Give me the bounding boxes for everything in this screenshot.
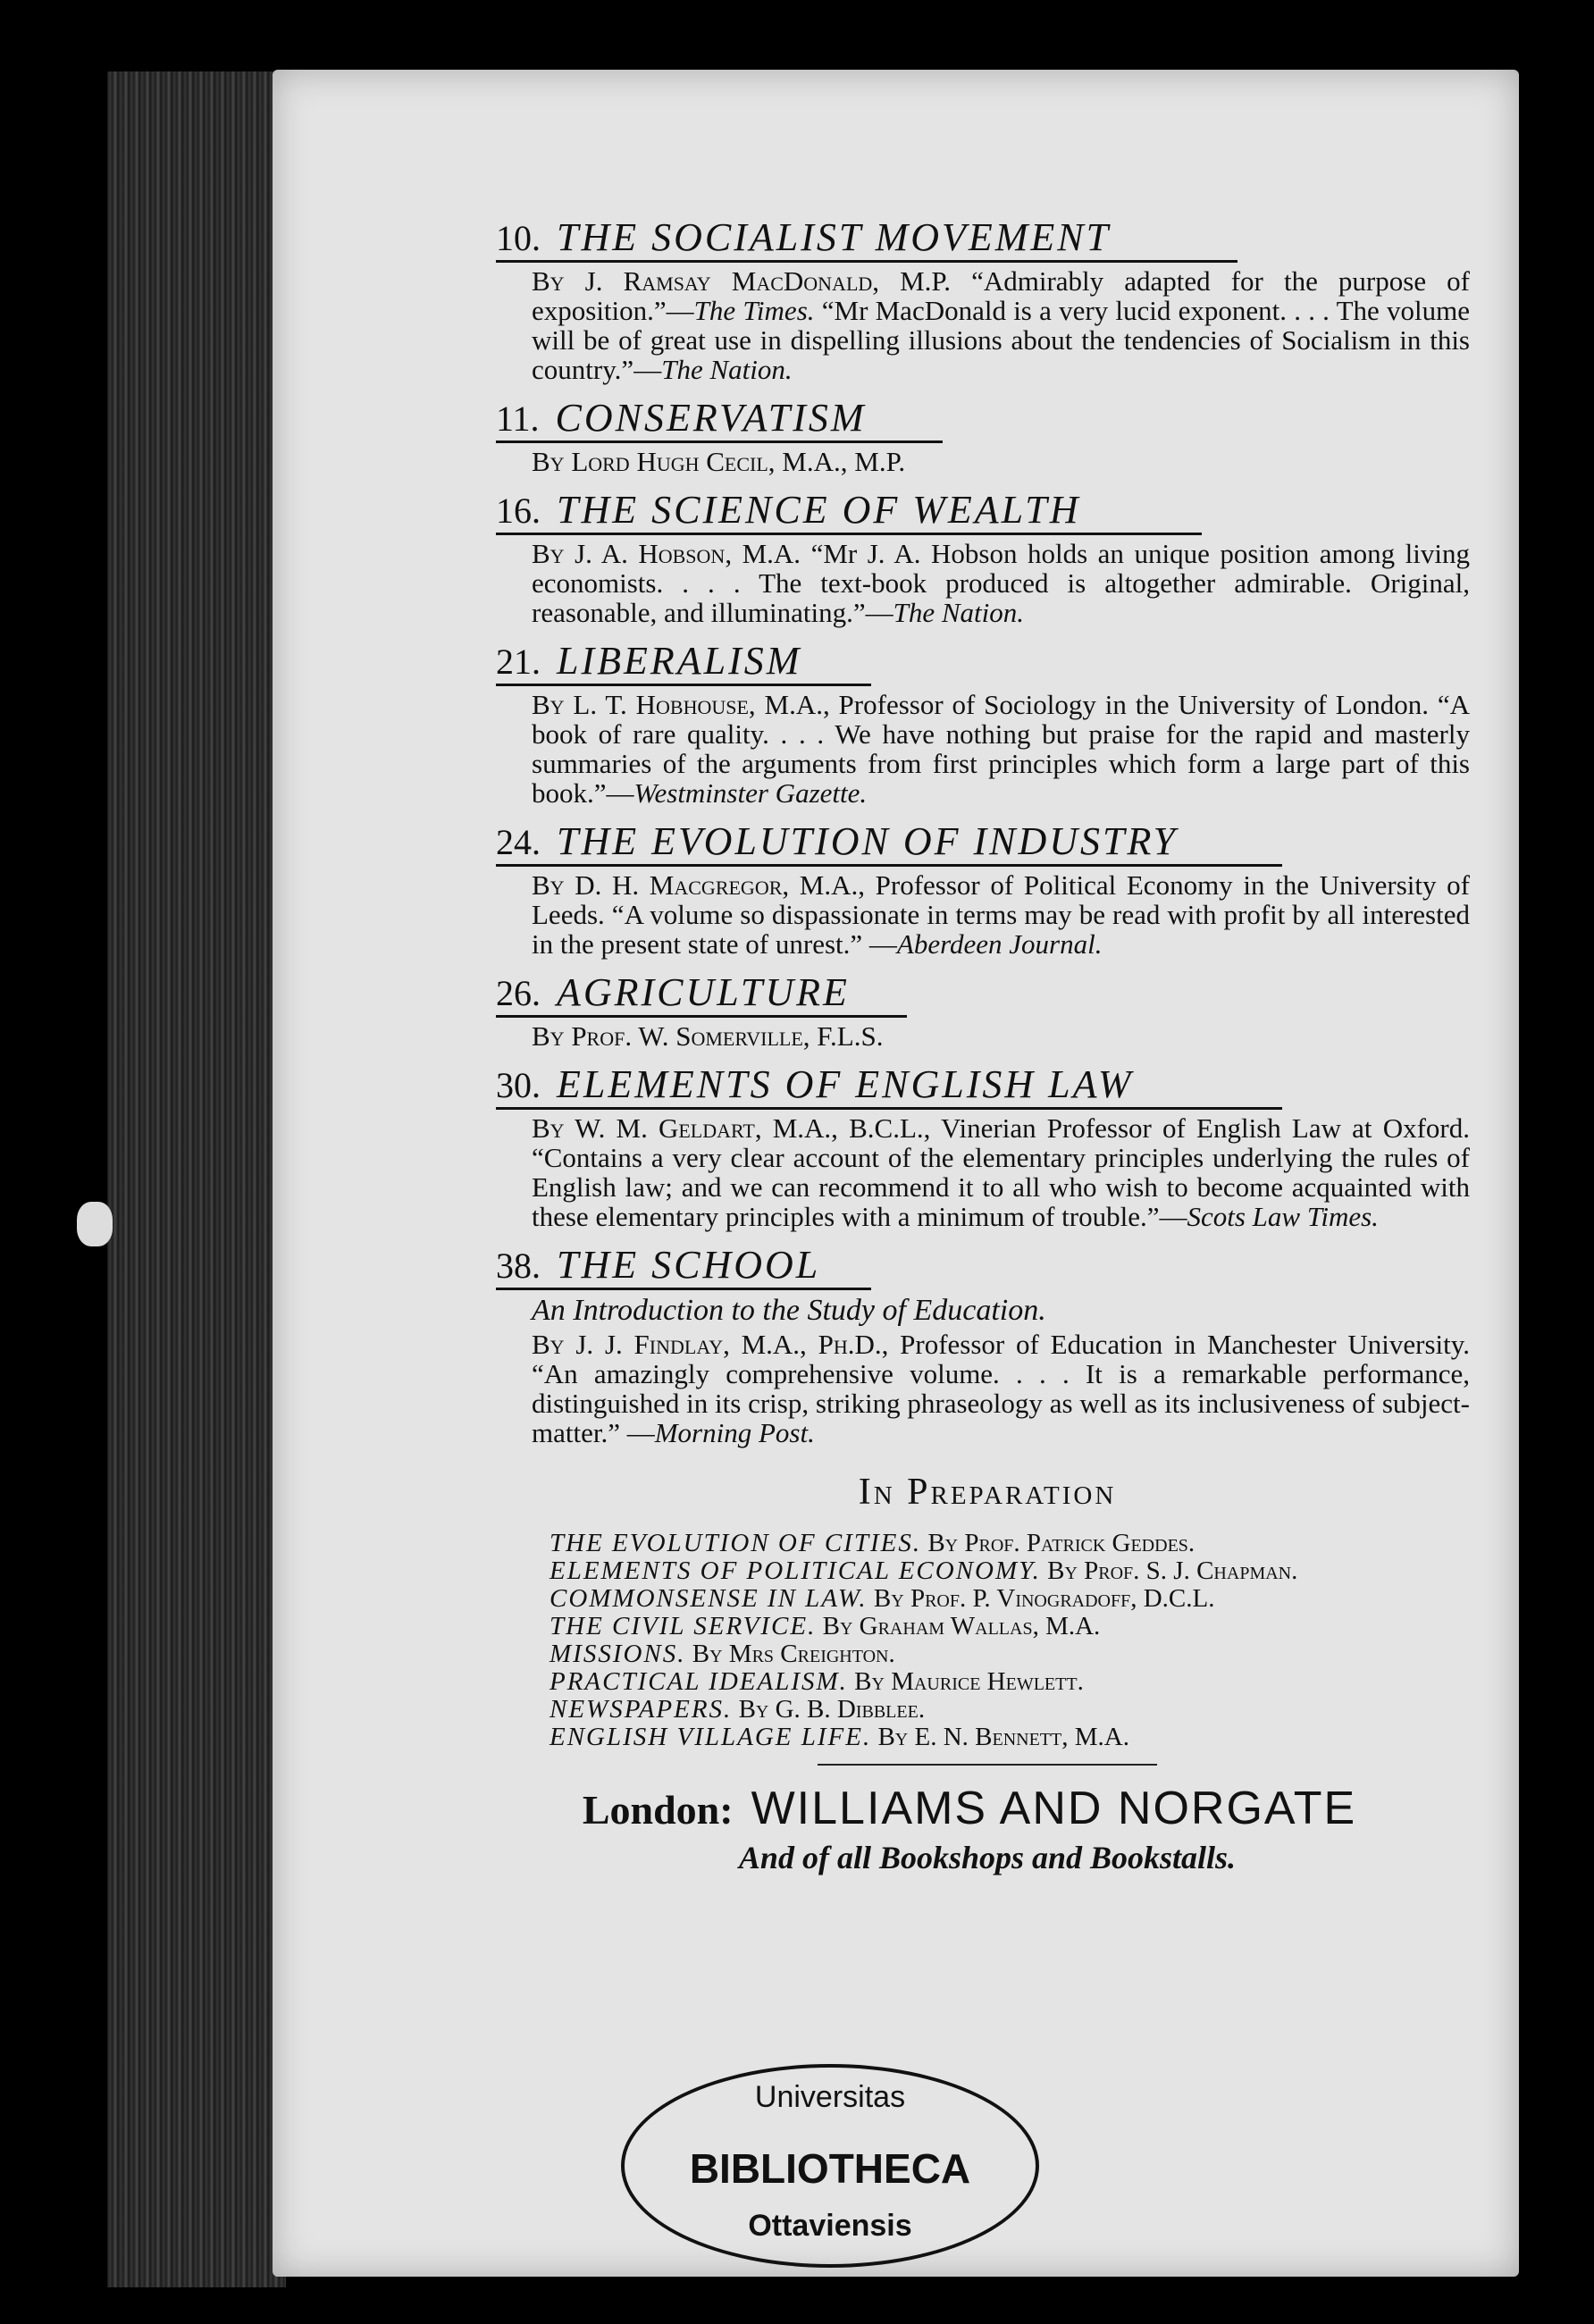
publisher-tagline: And of all Bookshops and Bookstalls. xyxy=(738,1840,1237,1875)
entry-description xyxy=(532,690,1470,808)
in-preparation-heading: In Preparation xyxy=(858,1472,1117,1513)
list-item xyxy=(550,1696,1470,1724)
entry-author: By J. A. Hobson, M.A. xyxy=(532,538,801,569)
entry-number: 26. xyxy=(496,973,541,1013)
prep-author: By E. N. Bennett, M.A. xyxy=(877,1723,1129,1751)
entry-source: Morning Post. xyxy=(654,1417,815,1448)
entry-text: “Mr J. A. Hobson holds an unique position among living economists. . . . The text-book produced is altogether admirable. Original, reasonable, and illuminating.”— xyxy=(532,538,1470,628)
entry-description xyxy=(532,870,1470,959)
entry-number: 10. xyxy=(496,218,541,258)
prep-title: THE EVOLUTION OF CITIES. xyxy=(550,1529,922,1557)
entry-author: By J. J. Findlay, M.A., Ph.D., xyxy=(532,1329,889,1360)
entry-source: Aberdeen Journal. xyxy=(896,928,1103,960)
entry-description xyxy=(532,447,1470,476)
entry-source: The Nation. xyxy=(661,354,793,385)
entry-number: 24. xyxy=(496,822,541,862)
entry-evolution-of-industry xyxy=(496,818,1470,960)
entry-text: Professor of Sociology in the University of London. “A book of rare quality. . . . We have nothing but praise for the rapid and masterly summaries of the arguments from first principles which form a large part of this book.”— xyxy=(532,689,1470,809)
entry-author: By Lord Hugh Cecil, M.A., M.P. xyxy=(532,446,906,477)
entry-title: THE SCIENCE OF WEALTH xyxy=(557,488,1081,532)
entry-heading xyxy=(496,638,871,686)
prep-author: By Prof. S. J. Chapman. xyxy=(1047,1556,1298,1585)
entry-number: 30. xyxy=(496,1065,541,1105)
entry-elements-of-english-law xyxy=(496,1061,1470,1232)
list-item xyxy=(550,1724,1470,1751)
list-item xyxy=(550,1585,1470,1613)
entry-number: 21. xyxy=(496,642,541,682)
entry-title: THE SOCIALIST MOVEMENT xyxy=(557,215,1112,259)
in-preparation-list xyxy=(550,1530,1470,1751)
entry-source: Scots Law Times. xyxy=(1187,1201,1379,1232)
divider xyxy=(818,1764,1157,1766)
entry-author: By W. M. Geldart, M.A., B.C.L., xyxy=(532,1112,931,1144)
entry-title: AGRICULTURE xyxy=(557,970,850,1014)
margin-mark xyxy=(77,1202,113,1246)
entry-number: 11. xyxy=(496,399,540,439)
entry-title: CONSERVATISM xyxy=(555,396,867,440)
entry-text: “Admirably adapted for the purpose of exposition.”— xyxy=(532,265,1470,326)
entry-number: 16. xyxy=(496,491,541,531)
prep-author: By G. B. Dibblee. xyxy=(738,1695,926,1724)
entry-text: Vinerian Professor of English Law at Oxford. “Contains a very clear account of the elementary principles underlying the rules of English law; and we can recommend it to all who wish to become acquainted with these elementary principles with a minimum of trouble.”— xyxy=(532,1112,1470,1232)
publisher-name: WILLIAMS AND NORGATE xyxy=(751,1783,1357,1834)
entry-heading xyxy=(496,214,1237,263)
entry-text: Professor of Education in Manchester University. “An amazingly comprehensive volume. . . . It is a remarkable performance, distinguished in its crisp, striking phraseology as well as its inclusiveness of subject-matter.” — xyxy=(532,1329,1470,1448)
book-spine xyxy=(107,71,286,2287)
prep-title: COMMONSENSE IN LAW. xyxy=(550,1584,868,1613)
entry-heading xyxy=(496,969,907,1018)
prep-title: ENGLISH VILLAGE LIFE. xyxy=(550,1723,872,1751)
entry-description xyxy=(532,539,1470,627)
entry-description xyxy=(532,1021,1470,1051)
entry-source: The Nation. xyxy=(893,597,1025,628)
entry-title: ELEMENTS OF ENGLISH LAW xyxy=(557,1062,1134,1106)
prep-title: THE CIVIL SERVICE. xyxy=(550,1612,817,1640)
entry-text: “Mr MacDonald is a very lucid exponent. . . . The volume will be of great use in dispelling illusions about the tendencies of Socialism in this country.”— xyxy=(532,295,1470,385)
entry-description xyxy=(532,1113,1470,1231)
publisher-city: London: xyxy=(582,1787,734,1833)
stamp-middle-text: BIBLIOTHECA xyxy=(689,2145,971,2192)
entry-heading xyxy=(496,1061,1282,1110)
list-item xyxy=(550,1668,1470,1696)
prep-author: By Maurice Hewlett. xyxy=(854,1667,1084,1696)
prep-author: By Prof. Patrick Geddes. xyxy=(927,1529,1196,1557)
entry-heading xyxy=(496,487,1202,535)
entry-subtitle: An Introduction to the Study of Education. xyxy=(532,1294,1046,1327)
stamp-bottom-text: Ottaviensis xyxy=(748,2209,912,2243)
list-item xyxy=(550,1613,1470,1640)
prep-title: PRACTICAL IDEALISM. xyxy=(550,1667,848,1696)
list-item xyxy=(550,1530,1470,1557)
prep-title: MISSIONS. xyxy=(550,1640,686,1668)
entry-heading xyxy=(496,395,943,443)
prep-author: By Graham Wallas, M.A. xyxy=(822,1612,1101,1640)
entry-author: By J. Ramsay MacDonald, M.P. xyxy=(532,265,951,297)
entry-author: By Prof. W. Somerville, F.L.S. xyxy=(532,1020,884,1052)
prep-author: By Mrs Creighton. xyxy=(692,1640,895,1668)
entry-liberalism xyxy=(496,638,1470,809)
entry-the-school xyxy=(496,1242,1470,1448)
entry-source: The Times. xyxy=(693,295,815,326)
entry-source: Westminster Gazette. xyxy=(633,777,868,809)
entry-heading xyxy=(496,818,1282,867)
list-item xyxy=(550,1640,1470,1668)
entry-author: By D. H. Macgregor, M.A., xyxy=(532,869,865,901)
prep-title: NEWSPAPERS. xyxy=(550,1695,733,1724)
prep-title: ELEMENTS OF POLITICAL ECONOMY. xyxy=(550,1556,1041,1585)
entry-title: LIBERALISM xyxy=(557,639,802,683)
entry-author: By L. T. Hobhouse, M.A., xyxy=(532,689,830,720)
prep-author: By Prof. P. Vinogradoff, D.C.L. xyxy=(873,1584,1215,1613)
publisher-line xyxy=(469,1782,1470,1835)
entry-title: THE EVOLUTION OF INDUSTRY xyxy=(557,819,1179,863)
entry-socialist-movement xyxy=(496,214,1470,385)
entry-description xyxy=(532,266,1470,384)
entry-conservatism xyxy=(496,395,1470,477)
entry-agriculture xyxy=(496,969,1470,1052)
page-content xyxy=(496,214,1470,1876)
entry-science-of-wealth xyxy=(496,487,1470,628)
entry-description xyxy=(532,1330,1470,1447)
entry-heading xyxy=(496,1242,871,1290)
entry-text: Professor of Political Economy in the University of Leeds. “A volume so dispassionate in terms may be read with profit by all interested in the present state of unrest.” — xyxy=(532,869,1470,960)
entry-title: THE SCHOOL xyxy=(557,1243,821,1287)
stamp-top-text: Universitas xyxy=(754,2080,906,2114)
library-stamp xyxy=(621,2064,1039,2268)
list-item xyxy=(550,1557,1470,1585)
entry-number: 38. xyxy=(496,1246,541,1286)
